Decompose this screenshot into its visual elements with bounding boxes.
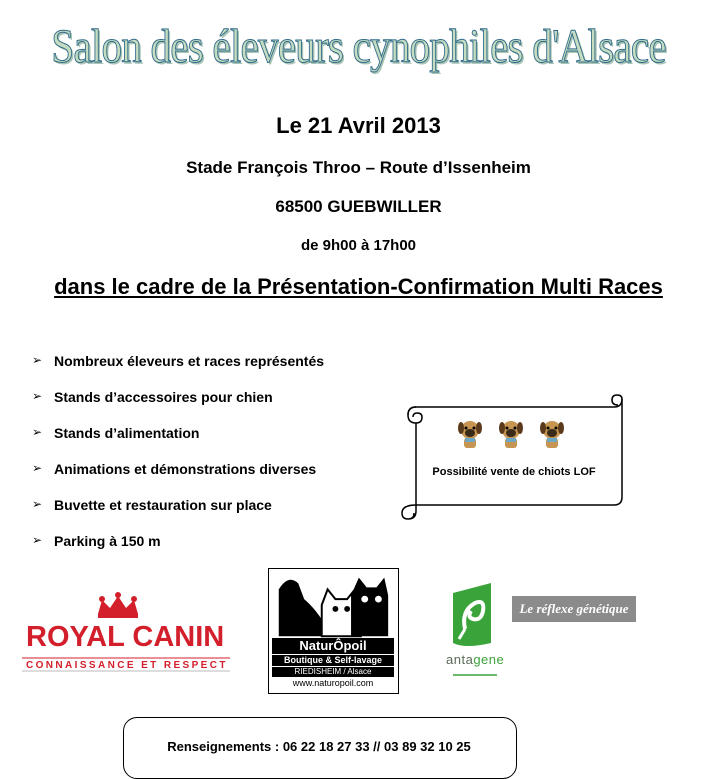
event-city: 68500 GUEBWILLER (275, 197, 442, 216)
antagene-leaf-icon (453, 583, 491, 646)
list-item (32, 461, 324, 497)
scroll-banner (400, 393, 630, 525)
antagene-name-part2: gene (473, 652, 505, 667)
antagene-name-part1: anta (446, 652, 474, 667)
arrow-bullet-icon: ➢ (32, 461, 43, 475)
event-context: dans le cadre de la Présentation-Confirmation Multi Races (54, 274, 663, 299)
naturopoil-url: www.naturopoil.com (292, 678, 374, 688)
antagene-slogan: Le réflexe génétique (512, 596, 636, 622)
royal-canin-name: ROYAL CANIN (26, 621, 225, 653)
naturopoil-subtitle: Boutique & Self-lavage (272, 655, 394, 666)
royal-canin-tagline: CONNAISSANCE ET RESPECT (26, 660, 228, 671)
list-item (32, 533, 324, 569)
arrow-bullet-icon: ➢ (32, 389, 43, 403)
event-address: Stade François Throo – Route d’Issenheim (186, 158, 531, 177)
features-list (32, 353, 324, 569)
feature-text: Stands d’alimentation (54, 425, 200, 441)
cats-icon (269, 569, 395, 639)
feature-text: Nombreux éleveurs et races représentés (54, 353, 325, 369)
puppies-row (455, 418, 567, 450)
list-item (32, 425, 324, 461)
naturopoil-city: RIEDISHEIM / Alsace (272, 667, 394, 677)
event-date: Le 21 Avril 2013 (276, 113, 441, 138)
feature-text: Parking à 150 m (54, 533, 161, 549)
puppy-icon (537, 418, 567, 450)
page-title: Salon des éleveurs cynophiles d'Alsace (51, 20, 666, 73)
arrow-bullet-icon: ➢ (32, 497, 43, 511)
feature-text: Stands d’accessoires pour chien (54, 389, 273, 405)
crown-icon (98, 592, 138, 618)
list-item (32, 353, 324, 389)
naturopoil-name: NaturÔpoil (272, 638, 394, 654)
puppy-icon (496, 418, 526, 450)
feature-text: Animations et démonstrations diverses (54, 461, 317, 477)
contact-info: Renseignements : 06 22 18 27 33 // 03 89 32 10 25 (167, 739, 471, 754)
puppy-icon (455, 418, 485, 450)
antagene-name (446, 652, 504, 667)
list-item (32, 389, 324, 425)
arrow-bullet-icon: ➢ (32, 353, 43, 367)
event-hours: de 9h00 à 17h00 (300, 237, 417, 254)
feature-text: Buvette et restauration sur place (54, 497, 272, 513)
scroll-text: Possibilité vente de chiots LOF (432, 466, 596, 478)
arrow-bullet-icon: ➢ (32, 425, 43, 439)
arrow-bullet-icon: ➢ (32, 533, 43, 547)
list-item (32, 497, 324, 533)
